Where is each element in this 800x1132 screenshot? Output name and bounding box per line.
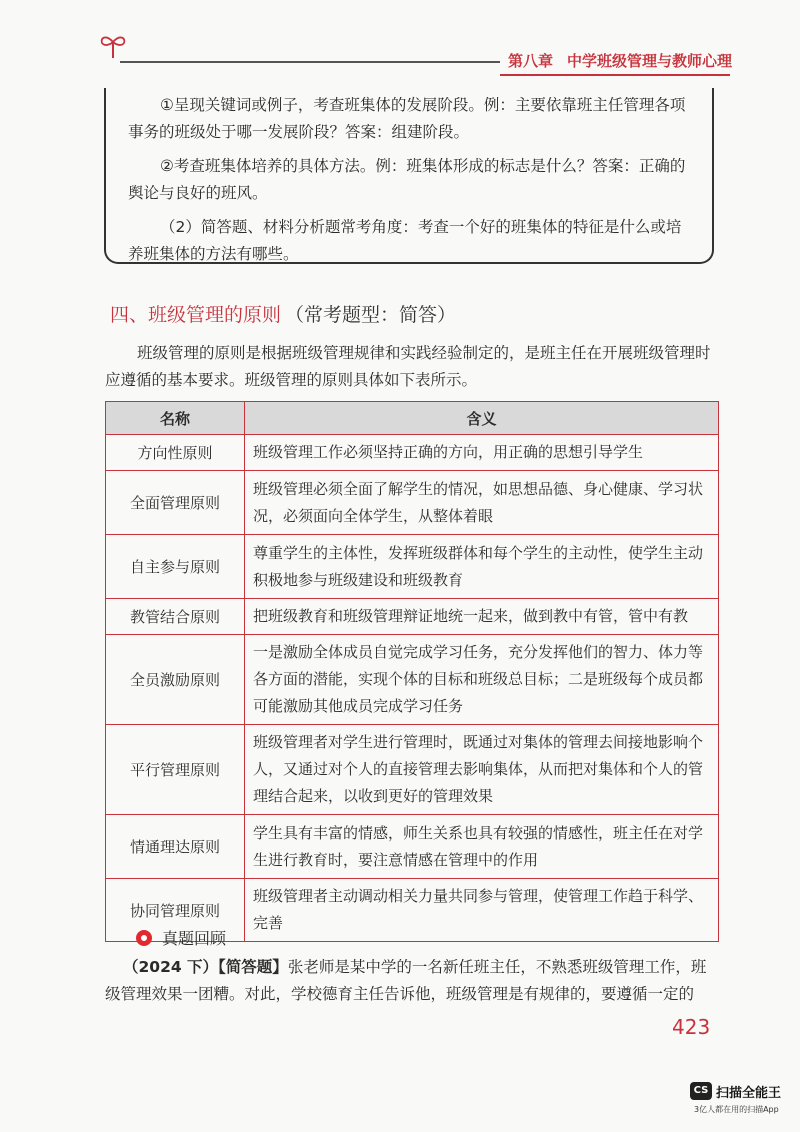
principle-name: 协同管理原则 <box>106 879 245 942</box>
recall-title: 真题回顾 <box>162 929 227 948</box>
principle-definition: 班级管理者主动调动相关力量共同参与管理，使管理工作趋于科学、完善 <box>245 879 719 942</box>
tip-paragraph: （2）简答题、材料分析题常考角度：考查一个好的班集体的特征是什么或培养班集体的方法有哪些。 <box>128 218 682 263</box>
principle-definition: 把班级教育和班级管理辩证地统一起来，做到教中有管，管中有教 <box>245 599 719 635</box>
header-underline <box>500 74 730 76</box>
principle-name: 情通理达原则 <box>106 815 245 879</box>
page-number: 423 <box>672 1015 711 1039</box>
recall-paragraph <box>105 954 719 1008</box>
intro-paragraph: 班级管理的原则是根据班级管理规律和实践经验制定的，是班主任在开展班级管理时应遵循的基本要求。班级管理的原则具体如下表所示。 <box>105 344 711 389</box>
table-row <box>106 599 719 635</box>
recall-icon <box>136 930 152 946</box>
chapter-title: 中学班级管理与教师心理 <box>567 52 733 70</box>
scanner-tagline: 3亿人都在用的扫描App <box>694 1105 779 1114</box>
table-row <box>106 815 719 879</box>
column-header-name: 名称 <box>106 402 245 435</box>
page-header <box>0 0 800 80</box>
chapter-number: 第八章 <box>508 52 554 70</box>
section-subtitle: （常考题型：简答） <box>285 304 457 326</box>
scanner-watermark <box>690 1082 790 1122</box>
section-heading <box>110 300 456 327</box>
recall-year: （2024 下） <box>123 958 219 976</box>
table-row <box>106 435 719 471</box>
principle-name: 全面管理原则 <box>106 471 245 535</box>
principle-definition: 班级管理者对学生进行管理时，既通过对集体的管理去间接地影响个人，又通过对个人的直接管理去影响集体，从而把对集体和个人的管理结合起来，以收到更好的管理效果 <box>245 725 719 815</box>
chapter-heading <box>508 50 732 71</box>
sprout-icon <box>100 30 126 60</box>
principle-definition: 尊重学生的主体性，发挥班级群体和每个学生的主动性，使学生主动积极地参与班级建设和班级教育 <box>245 535 719 599</box>
column-header-meaning: 含义 <box>245 402 719 435</box>
principle-name: 平行管理原则 <box>106 725 245 815</box>
section-title: 四、班级管理的原则 <box>110 304 282 326</box>
principle-definition: 学生具有丰富的情感，师生关系也具有较强的情感性，班主任在对学生进行教育时，要注意情感在管理中的作用 <box>245 815 719 879</box>
table-header-row <box>106 402 719 435</box>
scanner-logo-icon: CS <box>690 1082 712 1100</box>
recall-type: 【简答题】 <box>218 958 288 976</box>
principle-name: 自主参与原则 <box>106 535 245 599</box>
principles-table <box>105 401 719 942</box>
principle-name: 教管结合原则 <box>106 599 245 635</box>
tip-paragraph: ①呈现关键词或例子，考查班集体的发展阶段。例：主要依靠班主任管理各项事务的班级处于哪一发展阶段？答案：组建阶段。 <box>128 96 686 141</box>
table-row <box>106 471 719 535</box>
table-row <box>106 725 719 815</box>
recall-body: 张老师是某中学的一名新任班主任，不熟悉班级管理工作，班级管理效果一团糟。对此，学校德育主任告诉他，班级管理是有规律的，要遵循一定的 <box>105 958 707 1003</box>
principle-definition: 班级管理必须全面了解学生的情况，如思想品德、身心健康、学习状况，必须面向全体学生，从整体着眼 <box>245 471 719 535</box>
exam-tip-box <box>104 88 714 264</box>
principle-name: 方向性原则 <box>106 435 245 471</box>
table-row <box>106 535 719 599</box>
header-rule <box>120 61 500 63</box>
tip-paragraph: ②考查班集体培养的具体方法。例：班集体形成的标志是什么？答案：正确的舆论与良好的班风。 <box>128 157 686 202</box>
table-row <box>106 635 719 725</box>
principle-definition: 班级管理工作必须坚持正确的方向，用正确的思想引导学生 <box>245 435 719 471</box>
principle-definition: 一是激励全体成员自觉完成学习任务，充分发挥他们的智力、体力等各方面的潜能，实现个体的目标和班级总目标；二是班级每个成员都可能激励其他成员完成学习任务 <box>245 635 719 725</box>
principle-name: 全员激励原则 <box>106 635 245 725</box>
scanner-app-name: 扫描全能王 <box>716 1086 782 1101</box>
